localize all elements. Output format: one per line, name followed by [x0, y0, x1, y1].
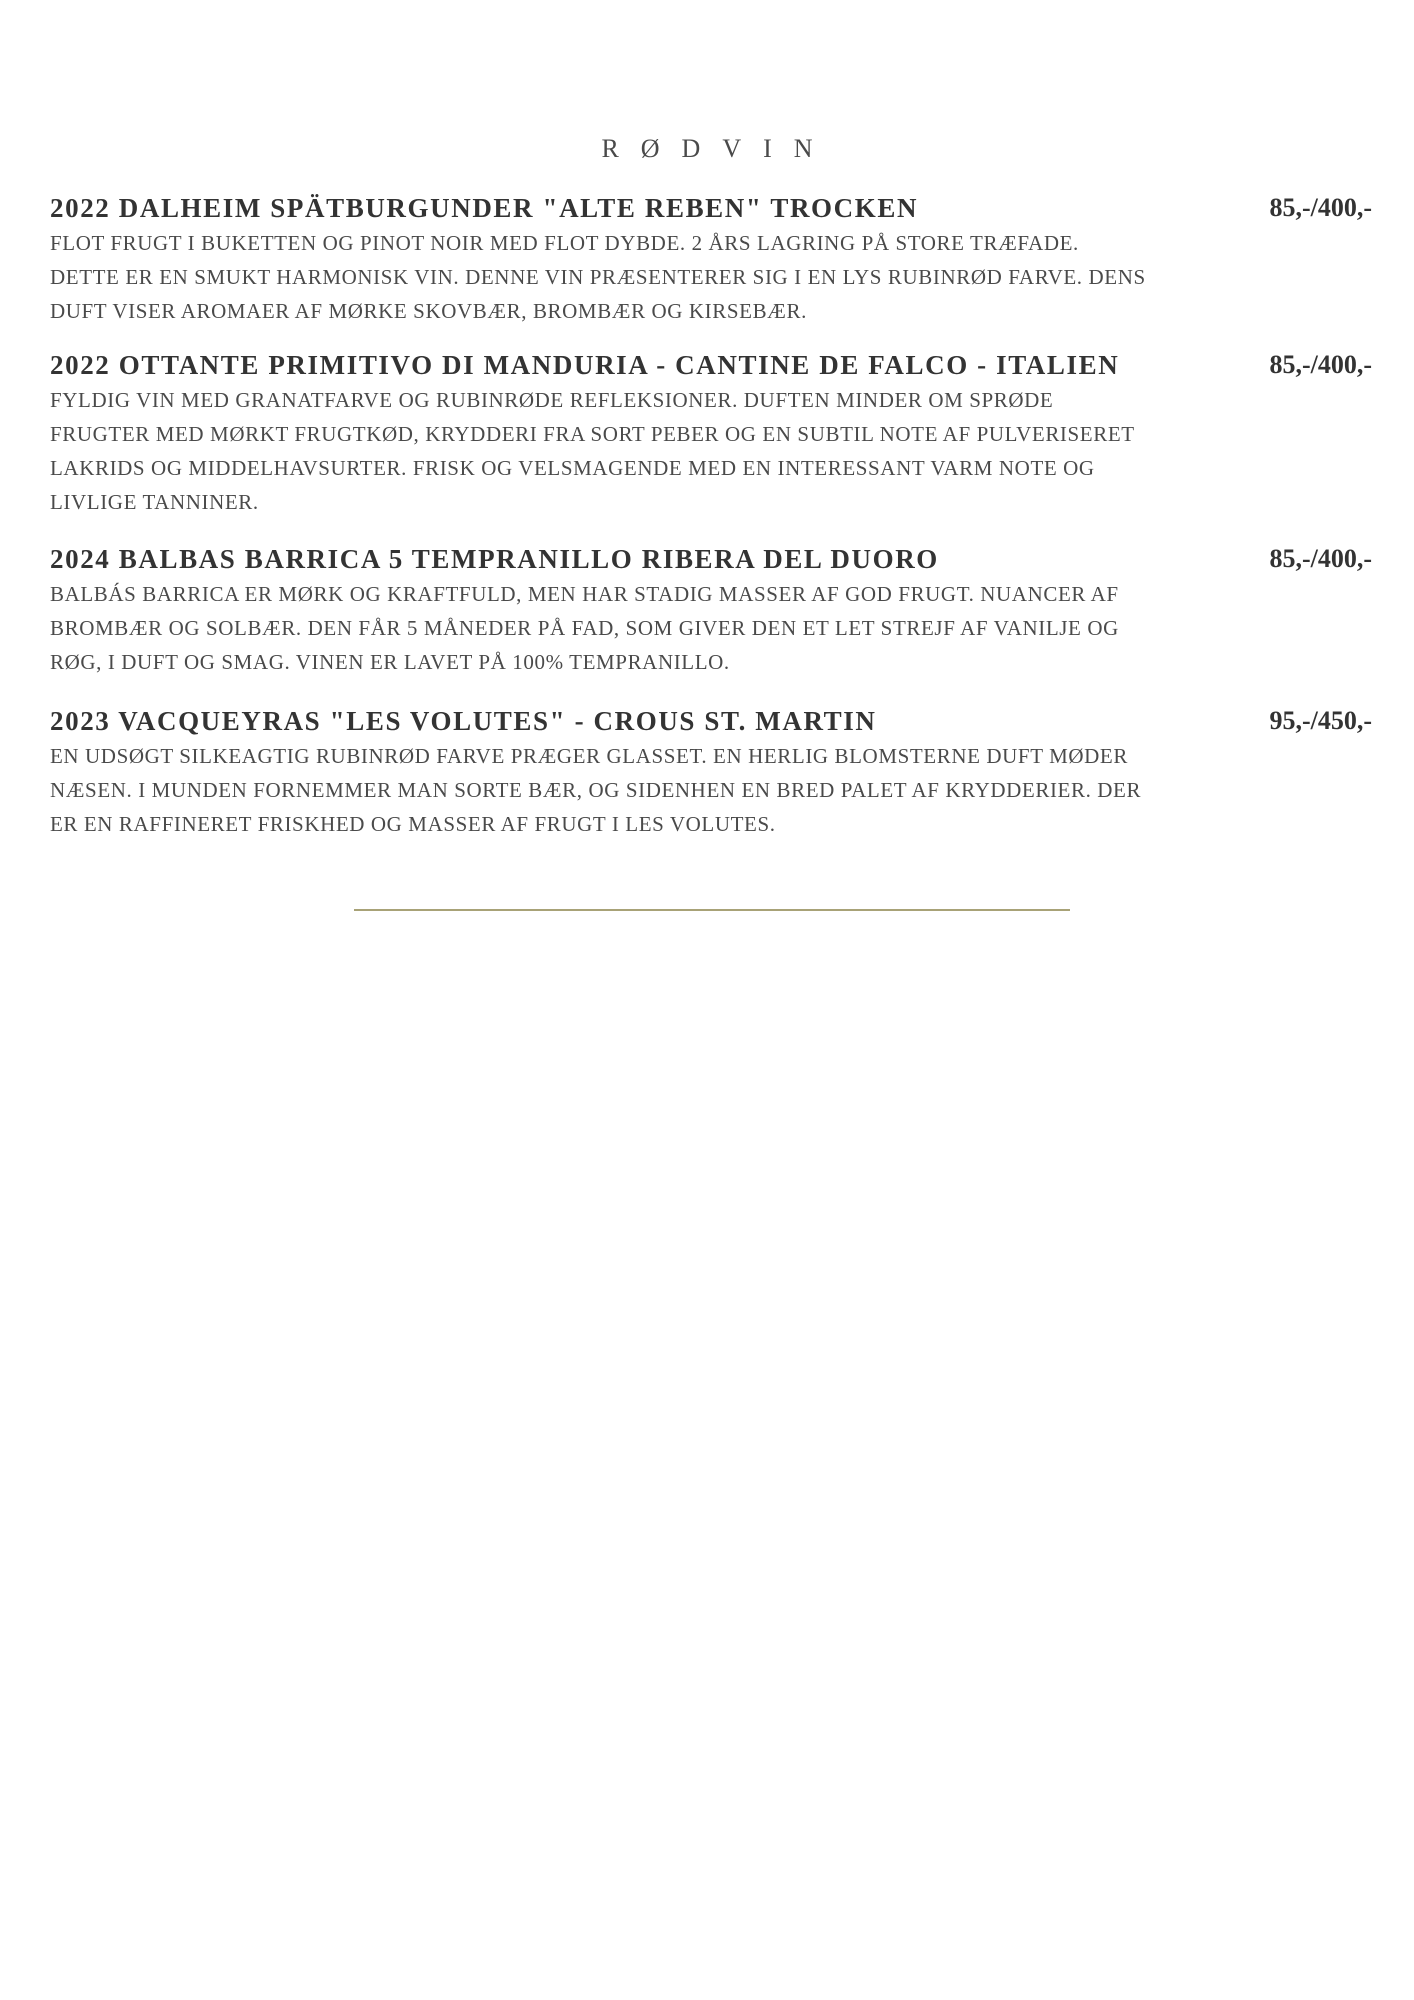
description-line: LAKRIDS OG MIDDELHAVSURTER. FRISK OG VELSMAGENDE MED EN INTERESSANT VARM NOTE OG: [50, 456, 1095, 480]
wine-description: [50, 739, 1230, 841]
wine-description: [50, 383, 1230, 519]
wine-price: 85,-/400,-: [1269, 544, 1372, 573]
wine-name: 2022 DALHEIM SPÄTBURGUNDER "ALTE REBEN" TROCKEN: [50, 193, 919, 223]
description-line: FRUGTER MED MØRKT FRUGTKØD, KRYDDERI FRA SORT PEBER OG EN SUBTIL NOTE AF PULVERISERET: [50, 422, 1135, 446]
description-line: DETTE ER EN SMUKT HARMONISK VIN. DENNE VIN PRÆSENTERER SIG I EN LYS RUBINRØD FARVE. DENS: [50, 265, 1146, 289]
description-line: FLOT FRUGT I BUKETTEN OG PINOT NOIR MED FLOT DYBDE. 2 ÅRS LAGRING PÅ STORE TRÆFADE.: [50, 231, 1079, 255]
description-line: LIVLIGE TANNINER.: [50, 490, 259, 514]
description-line: FYLDIG VIN MED GRANATFARVE OG RUBINRØDE REFLEKSIONER. DUFTEN MINDER OM SPRØDE: [50, 388, 1054, 412]
wine-price: 95,-/450,-: [1269, 706, 1372, 735]
wine-name: 2023 VACQUEYRAS "LES VOLUTES" - CROUS ST. MARTIN: [50, 706, 877, 736]
description-line: EN UDSØGT SILKEAGTIG RUBINRØD FARVE PRÆGER GLASSET. EN HERLIG BLOMSTERNE DUFT MØDER: [50, 744, 1128, 768]
wine-price: 85,-/400,-: [1269, 350, 1372, 379]
wine-description: [50, 226, 1230, 328]
section-divider: [354, 909, 1070, 911]
description-line: BALBÁS BARRICA ER MØRK OG KRAFTFULD, MEN HAR STADIG MASSER AF GOD FRUGT. NUANCER AF: [50, 582, 1119, 606]
wine-price: 85,-/400,-: [1269, 193, 1372, 222]
wine-name: 2022 OTTANTE PRIMITIVO DI MANDURIA - CANTINE DE FALCO - ITALIEN: [50, 350, 1120, 380]
section-title: RØDVIN: [601, 134, 835, 163]
description-line: RØG, I DUFT OG SMAG. VINEN ER LAVET PÅ 100% TEMPRANILLO.: [50, 650, 730, 674]
wine-name: 2024 BALBAS BARRICA 5 TEMPRANILLO RIBERA DEL DUORO: [50, 544, 939, 574]
description-line: BROMBÆR OG SOLBÆR. DEN FÅR 5 MÅNEDER PÅ FAD, SOM GIVER DEN ET LET STREJF AF VANILJE OG: [50, 616, 1119, 640]
description-line: ER EN RAFFINERET FRISKHED OG MASSER AF FRUGT I LES VOLUTES.: [50, 812, 776, 836]
description-line: NÆSEN. I MUNDEN FORNEMMER MAN SORTE BÆR, OG SIDENHEN EN BRED PALET AF KRYDDERIER. DER: [50, 778, 1142, 802]
wine-description: [50, 577, 1230, 679]
description-line: DUFT VISER AROMAER AF MØRKE SKOVBÆR, BROMBÆR OG KIRSEBÆR.: [50, 299, 807, 323]
